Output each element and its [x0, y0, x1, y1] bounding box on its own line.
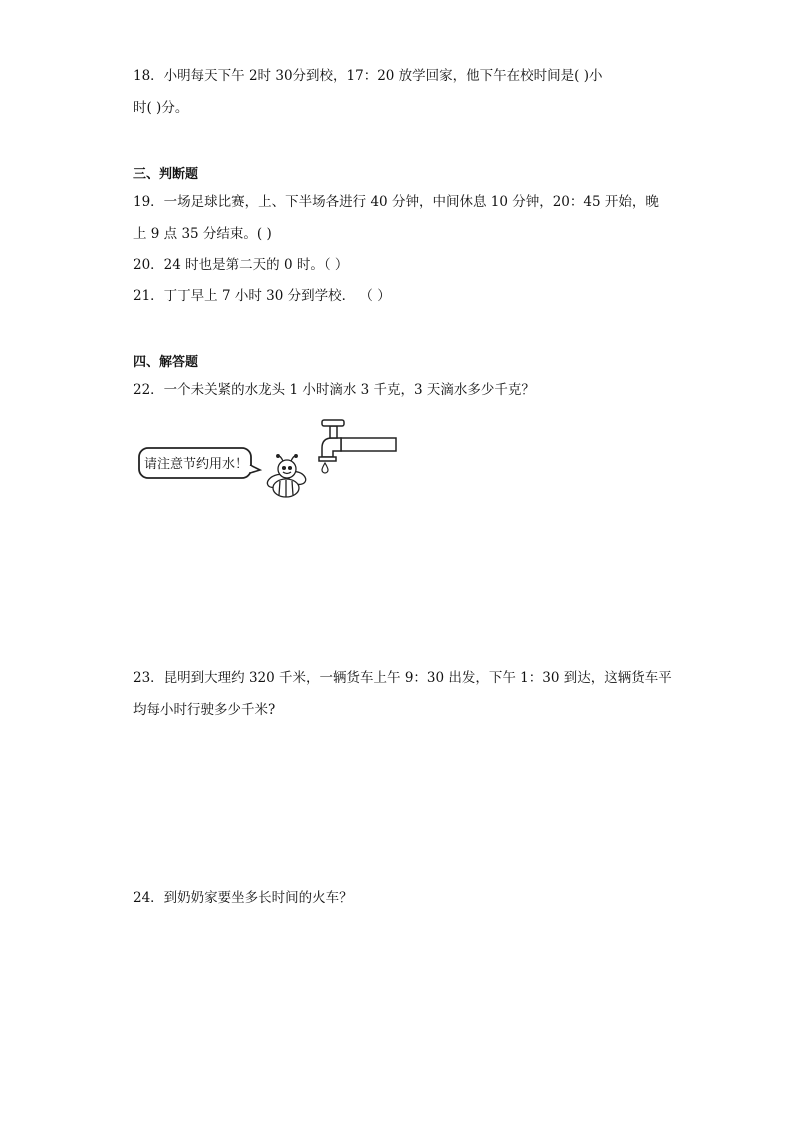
q18-line2: 时( )分。 — [133, 100, 189, 116]
bee-icon — [266, 455, 308, 497]
q24-text: 24．到奶奶家要坐多长时间的火车？ — [133, 890, 353, 906]
section-heading-judgement: 三、判断题 — [133, 167, 199, 182]
section-heading-answers: 四、解答题 — [133, 355, 199, 370]
q23-line2: 均每小时行驶多少千米? — [133, 702, 276, 718]
q23-line1: 23．昆明到大理约 320 千米，一辆货车上午 9：30 出发，下午 1：30 到达，这辆货车平 — [133, 670, 672, 686]
q18-line1: 18．小明每天下午 2时 30分到校，17：20 放学回家，他下午在校时间是( )小 — [133, 68, 603, 84]
q20-text: 20．24 时也是第二天的 0 时。（ ） — [133, 257, 349, 273]
faucet-icon — [319, 420, 396, 461]
q19-line2: 上 9 点 35 分结束。( ) — [133, 226, 272, 242]
speech-bubble-text: 请注意节约用水！ — [144, 457, 249, 472]
q19-line1: 19．一场足球比赛，上、下半场各进行 40 分钟，中间休息 10 分钟，20：45 开始，晚 — [133, 194, 659, 210]
water-drop-icon — [322, 463, 328, 473]
q22-text: 22．一个未关紧的水龙头 1 小时滴水 3 千克，3 天滴水多少千克？ — [133, 382, 535, 398]
water-saving-illustration — [136, 410, 401, 505]
q21-text: 21．丁丁早上 7 小时 30 分到学校． （ ） — [133, 288, 391, 304]
